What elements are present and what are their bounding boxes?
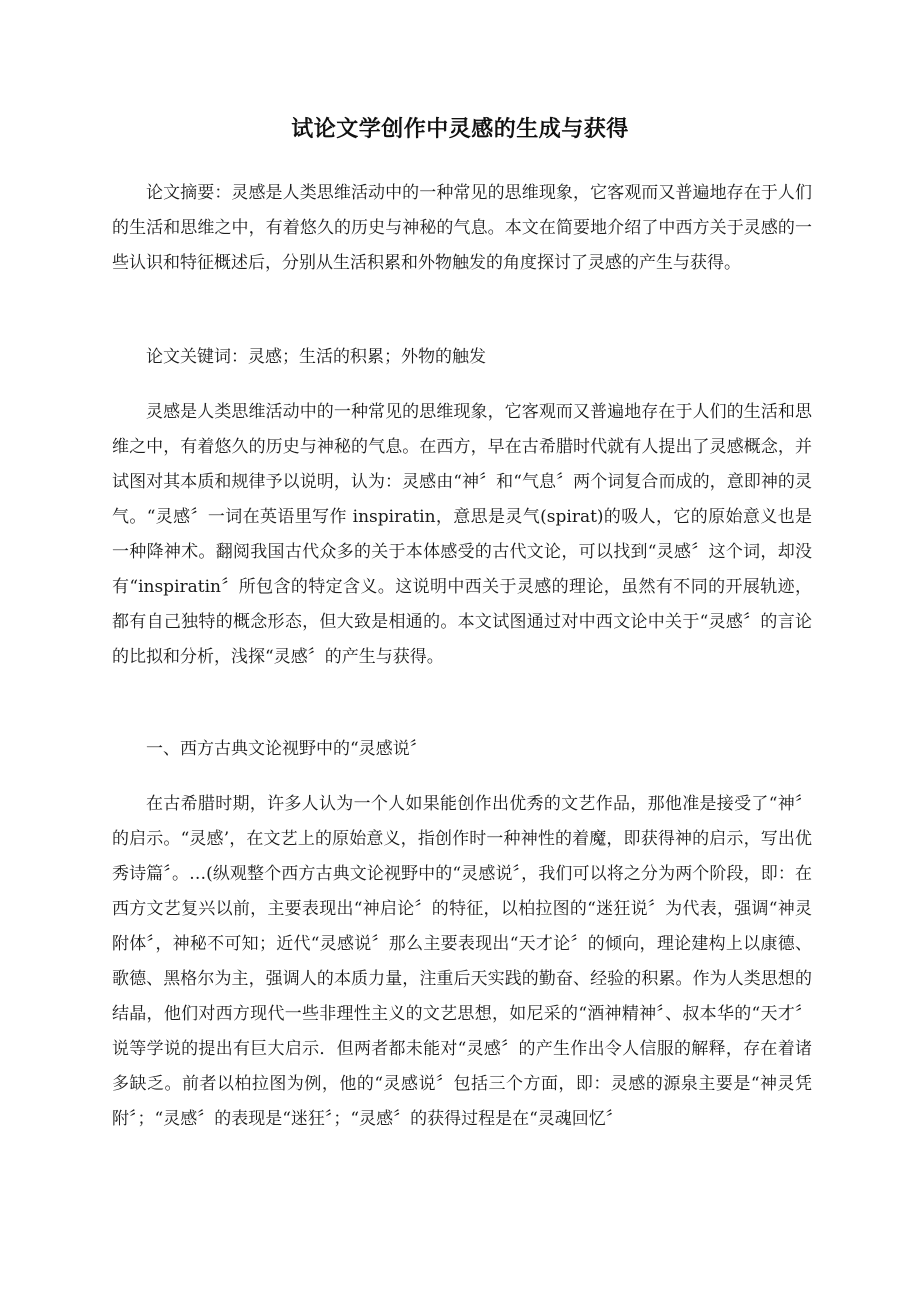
intro-paragraph: 灵感是人类思维活动中的一种常见的思维现象，它客观而又普遍地存在于人们的生活和思维之中，有着悠久的历史与神秘的气息。在西方，早在古希腊时代就有人提出了灵感概念，并试图对其本质和规律予以说明，认为：灵感由“神〞和“气息〞两个词复合而成的，意即神的灵气。“灵感〞一词在英语里写作 inspiratin，意思是灵气(spirat)的吸人，它的原始意义也是一种降神术。翻阅我国古代众多的关于本体感受的古代文论，可以找到“灵感〞这个词，却没有“inspiratin〞所包含的特定含义。这说明中西关于灵感的理论，虽然有不同的开展轨迹，都有自己独特的概念形态，但大致是相通的。本文试图通过对中西文论中关于“灵感〞的言论的比拟和分析，浅探“灵感〞的产生与获得。 (112, 402, 812, 667)
page-title: 试论文学创作中灵感的生成与获得 (291, 116, 629, 142)
keywords-paragraph: 论文关键词：灵感；生活的积累；外物的触发 (146, 347, 486, 367)
abstract-paragraph: 论文摘要：灵感是人类思维活动中的一种常见的思维现象，它客观而又普遍地存在于人们的生活和思维之中，有着悠久的历史与神秘的气息。本文在简要地介绍了中西方关于灵感的一些认识和特征概述后，分别从生活积累和外物触发的角度探讨了灵感的产生与获得。 (112, 183, 812, 273)
section-body-paragraph: 在古希腊时期，许多人认为一个人如果能创作出优秀的文艺作品，那他准是接受了“神〞的启示。“灵感’，在文艺上的原始意义，指创作时一种神性的着魔，即获得神的启示，写出优秀诗篇〞。…(纵观整个西方古典文论视野中的“灵感说〞，我们可以将之分为两个阶段，即：在西方文艺复兴以前，主要表现出“神启论〞的特征，以柏拉图的“迷狂说〞为代表，强调“神灵附体〞，神秘不可知；近代“灵感说〞那么主要表现出“天才论〞的倾向，理论建构上以康德、歌德、黑格尔为主，强调人的本质力量，注重后天实践的勤奋、经验的积累。作为人类思想的结晶，他们对西方现代一些非理性主义的文艺思想，如尼采的“酒神精神〞、叔本华的“天才〞说等学说的提出有巨大启示．但两者都未能对“灵感〞的产生作出令人信服的解释，存在着诸多缺乏。前者以柏拉图为例，他的“灵感说〞包括三个方面，即：灵感的源泉主要是“神灵凭附〞；“灵感〞的表现是“迷狂〞；“灵感〞的获得过程是在“灵魂回忆〞 (112, 794, 812, 1129)
section-heading: 一、西方古典文论视野中的“灵感说〞 (146, 739, 427, 759)
